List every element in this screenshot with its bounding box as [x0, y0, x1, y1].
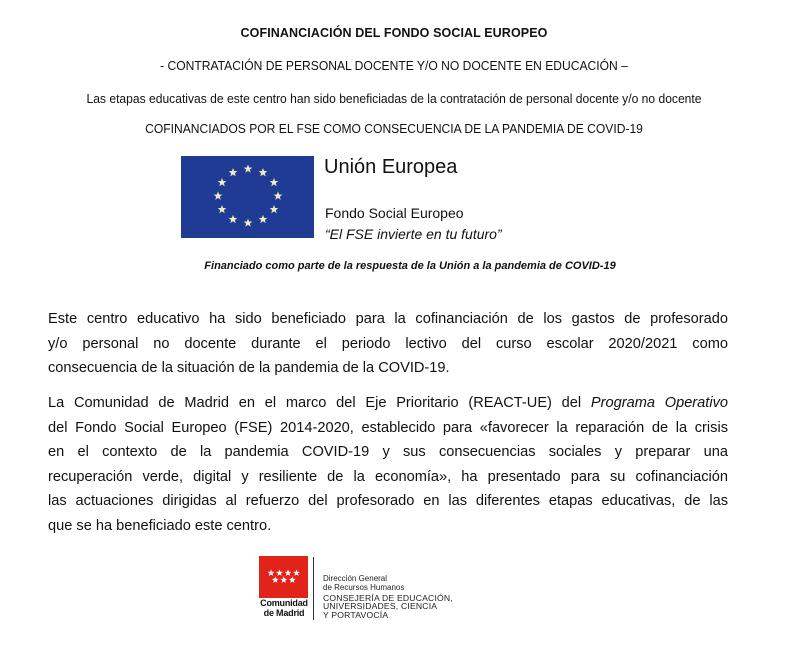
- dept-line1: Dirección General: [323, 574, 388, 583]
- eu-star-icon: [270, 178, 279, 186]
- eu-star-icon: [259, 168, 268, 176]
- eu-star-icon: [229, 215, 238, 223]
- eu-motto: “El FSE invierte en tu futuro”: [325, 226, 502, 242]
- madrid-star-icon: [268, 569, 275, 576]
- madrid-stars-icon: [259, 556, 308, 598]
- document-title: COFINANCIACIÓN DEL FONDO SOCIAL EUROPEO: [240, 26, 548, 40]
- header-line-beneficiaries: Las etapas educativas de este centro han sido beneficiadas de la contratación de personal docente y/o no docente: [86, 91, 702, 106]
- madrid-star-icon: [276, 569, 283, 576]
- paragraph-program: [48, 391, 728, 539]
- eu-flag-icon: [181, 156, 314, 238]
- dept-line2: de Recursos Humanos: [323, 583, 405, 592]
- paragraph-line: que se ha beneficiado este centro.: [48, 517, 272, 534]
- dept-line3: CONSEJERÍA DE EDUCACIÓN,: [323, 593, 453, 603]
- eu-star-icon: [214, 191, 223, 199]
- document-subtitle: - CONTRATACIÓN DE PERSONAL DOCENTE Y/O NO DOCENTE EN EDUCACIÓN –: [160, 58, 628, 73]
- paragraph-text: La Comunidad de Madrid en el marco del Eje Prioritario (REACT-UE) del: [48, 395, 591, 411]
- paragraph-line: las actuaciones dirigidas al refuerzo del profesorado en las diferentes etapas educativas, de las: [48, 493, 728, 510]
- paragraph-beneficiary: [48, 307, 728, 381]
- dept-line5: Y PORTAVOCÍA: [323, 610, 389, 620]
- paragraph-line: consecuencia de la situación de la pandemia de la COVID-19.: [48, 360, 450, 377]
- eu-title: Unión Europea: [324, 156, 458, 178]
- eu-star-icon: [270, 205, 279, 213]
- eu-star-icon: [244, 164, 253, 172]
- comunidad-name-line1: Comunidad: [260, 598, 308, 608]
- dept-line4: UNIVERSIDADES, CIENCIA: [323, 601, 438, 611]
- paragraph-line: en el contexto de la pandemia COVID-19 y sus consecuencias sociales y preparar una: [48, 444, 728, 461]
- eu-star-icon: [274, 191, 283, 199]
- madrid-star-icon: [285, 569, 292, 576]
- header-line-cofinanced: COFINANCIADOS POR EL FSE COMO CONSECUENCIA DE LA PANDEMIA DE COVID-19: [145, 121, 643, 136]
- eu-funding-note: Financiado como parte de la respuesta de la Unión a la pandemia de COVID-19: [204, 260, 616, 272]
- comunidad-name-line2: de Madrid: [263, 608, 305, 618]
- madrid-star-icon: [280, 576, 287, 583]
- paragraph-line: [48, 391, 728, 416]
- eu-stars: [181, 156, 314, 238]
- madrid-star-icon: [289, 576, 296, 583]
- paragraph-line: Este centro educativo ha sido beneficiado para la cofinanciación de los gastos de profesorado: [48, 311, 728, 327]
- paragraph-line: del Fondo Social Europeo (FSE) 2014-2020, establecido para «favorecer la reparación de la crisis: [48, 419, 728, 436]
- madrid-star-icon: [293, 569, 300, 576]
- eu-star-icon: [259, 215, 268, 223]
- program-name-italic: Programa Operativo: [590, 395, 728, 411]
- eu-star-icon: [218, 205, 227, 213]
- paragraph-line: recuperación verde, digital y resiliente de la economía», ha presentado para su cofinanciación: [48, 468, 728, 485]
- eu-star-icon: [229, 168, 238, 176]
- logo-divider: [313, 557, 314, 620]
- eu-fund-name: Fondo Social Europeo: [325, 205, 464, 221]
- eu-star-icon: [244, 218, 253, 226]
- eu-star-icon: [218, 178, 227, 186]
- madrid-star-icon: [272, 576, 279, 583]
- comunidad-madrid-logo-icon: [259, 556, 308, 598]
- paragraph-line: y/o personal no docente durante el periodo lectivo del curso escolar 2020/2021 como: [48, 335, 728, 352]
